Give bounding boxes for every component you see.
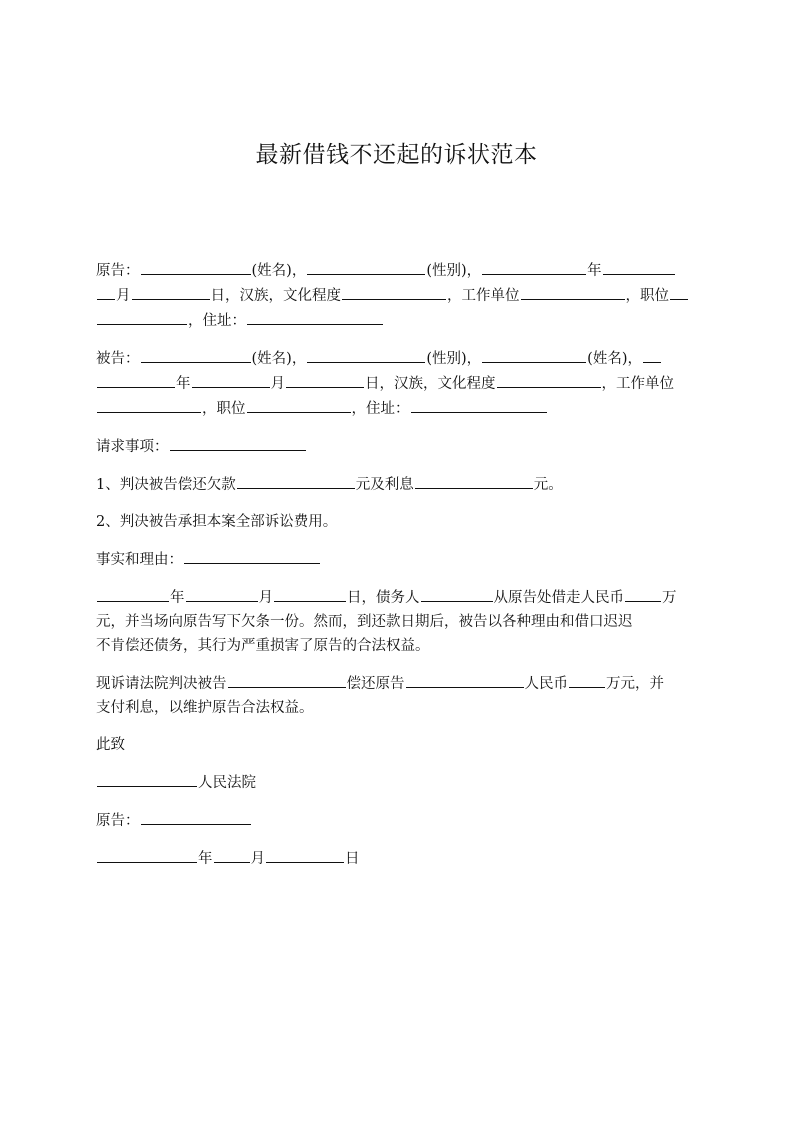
defendant-line-2 — [96, 371, 698, 396]
name-hint: (姓名)， — [251, 351, 307, 367]
wan-label: 万 — [662, 590, 677, 606]
plaintiff-position-blank-cont[interactable] — [97, 308, 187, 325]
plaintiff-sign-line — [96, 808, 698, 833]
plaintiff-line-1 — [96, 258, 698, 283]
defendant-gender-blank[interactable] — [307, 346, 425, 363]
ethnicity-education-label: 日，汉族，文化程度 — [210, 288, 341, 304]
date-line — [96, 846, 698, 871]
claim-1-text-c: 元。 — [533, 477, 563, 493]
plaintiff-sign-label: 原告： — [96, 813, 140, 829]
request-text-d: 万元，并 — [606, 676, 664, 692]
plaintiff-label: 原告： — [96, 263, 140, 279]
claim-1-text-b: 元及利息 — [355, 477, 414, 493]
court-name-blank[interactable] — [97, 770, 197, 787]
facts-paragraph — [96, 585, 698, 658]
claims-label: 请求事项： — [96, 439, 169, 455]
request-line-1 — [96, 671, 698, 696]
plaintiff-line-2 — [96, 283, 698, 308]
plaintiff-address-blank[interactable] — [247, 308, 383, 325]
facts-year-blank[interactable] — [97, 585, 169, 602]
defendant-month-blank[interactable] — [192, 371, 270, 388]
month-label: 月 — [258, 590, 273, 606]
name-hint-2: (姓名)， — [587, 351, 642, 367]
plaintiff-education-blank[interactable] — [342, 283, 446, 300]
facts-line-1 — [96, 585, 698, 610]
court-line — [96, 770, 698, 795]
facts-line-2: 元，并当场向原告写下欠条一份。然而，到还款日期后，被告以各种理由和借口迟迟 — [96, 614, 633, 630]
date-day-blank[interactable] — [266, 846, 344, 863]
plaintiff-work-unit-blank[interactable] — [521, 283, 625, 300]
month-label: 月 — [270, 376, 285, 392]
request-text-a: 现诉请法院判决被告 — [96, 676, 227, 692]
closing-greeting: 此致 — [96, 737, 125, 753]
claim-interest-blank[interactable] — [415, 472, 533, 489]
facts-amount-blank[interactable] — [625, 585, 661, 602]
request-text-c: 人民币 — [524, 676, 568, 692]
gender-hint: (性别)， — [426, 263, 482, 279]
position-label: ，职位 — [625, 288, 669, 304]
defendant-year-blank-cont[interactable] — [97, 371, 175, 388]
facts-blank[interactable] — [184, 547, 320, 564]
plaintiff-gender-blank[interactable] — [307, 258, 425, 275]
year-label: 年 — [170, 590, 185, 606]
defendant-day-blank[interactable] — [286, 371, 364, 388]
request-paragraph — [96, 671, 698, 720]
ethnicity-education-label: 日，汉族，文化程度 — [365, 376, 496, 392]
document-body — [96, 258, 698, 884]
plaintiff-line-3 — [96, 308, 698, 333]
facts-day-blank[interactable] — [274, 585, 346, 602]
work-unit-label: ，工作单位 — [447, 288, 520, 304]
defendant-education-blank[interactable] — [497, 371, 601, 388]
request-plaintiff-blank[interactable] — [406, 671, 524, 688]
plaintiff-position-blank[interactable] — [670, 283, 688, 300]
gender-hint: (性别)， — [426, 351, 482, 367]
facts-month-blank[interactable] — [186, 585, 258, 602]
plaintiff-section — [96, 258, 698, 333]
defendant-year-blank[interactable] — [643, 346, 661, 363]
court-label: 人民法院 — [198, 775, 256, 791]
plaintiff-year-blank[interactable] — [482, 258, 586, 275]
defendant-label: 被告： — [96, 351, 140, 367]
defendant-name2-blank[interactable] — [482, 346, 586, 363]
defendant-position-blank[interactable] — [247, 396, 351, 413]
facts-line-3: 不肯偿还债务，其行为严重损害了原告的合法权益。 — [96, 638, 430, 654]
plaintiff-month-blank-cont[interactable] — [97, 283, 115, 300]
claim-item-2: 2、判决被告承担本案全部诉讼费用。 — [96, 514, 338, 530]
plaintiff-name-blank[interactable] — [141, 258, 251, 275]
facts-label: 事实和理由： — [96, 552, 183, 568]
claim-item-1 — [96, 472, 698, 497]
defendant-line-1 — [96, 346, 698, 371]
debtor-label: 日，债务人 — [347, 590, 420, 606]
claim-debt-amount-blank[interactable] — [237, 472, 355, 489]
defendant-section — [96, 346, 698, 421]
facts-label-line — [96, 547, 698, 572]
plaintiff-day-blank[interactable] — [132, 283, 210, 300]
date-year-blank[interactable] — [97, 846, 197, 863]
request-defendant-blank[interactable] — [228, 671, 346, 688]
defendant-address-blank[interactable] — [411, 396, 547, 413]
year-label: 年 — [198, 851, 213, 867]
month-label: 月 — [116, 288, 131, 304]
defendant-name-blank[interactable] — [141, 346, 251, 363]
claims-label-line — [96, 434, 698, 459]
day-label: 日 — [345, 851, 360, 867]
document-title: 最新借钱不还起的诉状范本 — [255, 142, 538, 168]
request-amount-blank[interactable] — [569, 671, 605, 688]
request-line-2: 支付利息，以维护原告合法权益。 — [96, 700, 314, 716]
address-label: ，住址： — [351, 401, 410, 417]
work-unit-label: ，工作单位 — [601, 376, 674, 392]
plaintiff-sign-blank[interactable] — [141, 808, 251, 825]
address-label: ，住址： — [188, 313, 246, 329]
claim-1-text-a: 1、判决被告偿还欠款 — [96, 477, 236, 493]
plaintiff-month-blank[interactable] — [603, 258, 675, 275]
claims-blank[interactable] — [170, 434, 306, 451]
request-text-b: 偿还原告 — [346, 676, 405, 692]
facts-debtor-blank[interactable] — [421, 585, 493, 602]
position-label: ，职位 — [202, 401, 246, 417]
borrow-label: 从原告处借走人民币 — [493, 590, 624, 606]
year-label: 年 — [587, 263, 602, 279]
date-month-blank[interactable] — [214, 846, 250, 863]
defendant-work-unit-blank[interactable] — [97, 396, 201, 413]
year-label: 年 — [176, 376, 191, 392]
defendant-line-3 — [96, 396, 698, 421]
name-hint: (姓名)， — [251, 263, 307, 279]
month-label: 月 — [250, 851, 265, 867]
